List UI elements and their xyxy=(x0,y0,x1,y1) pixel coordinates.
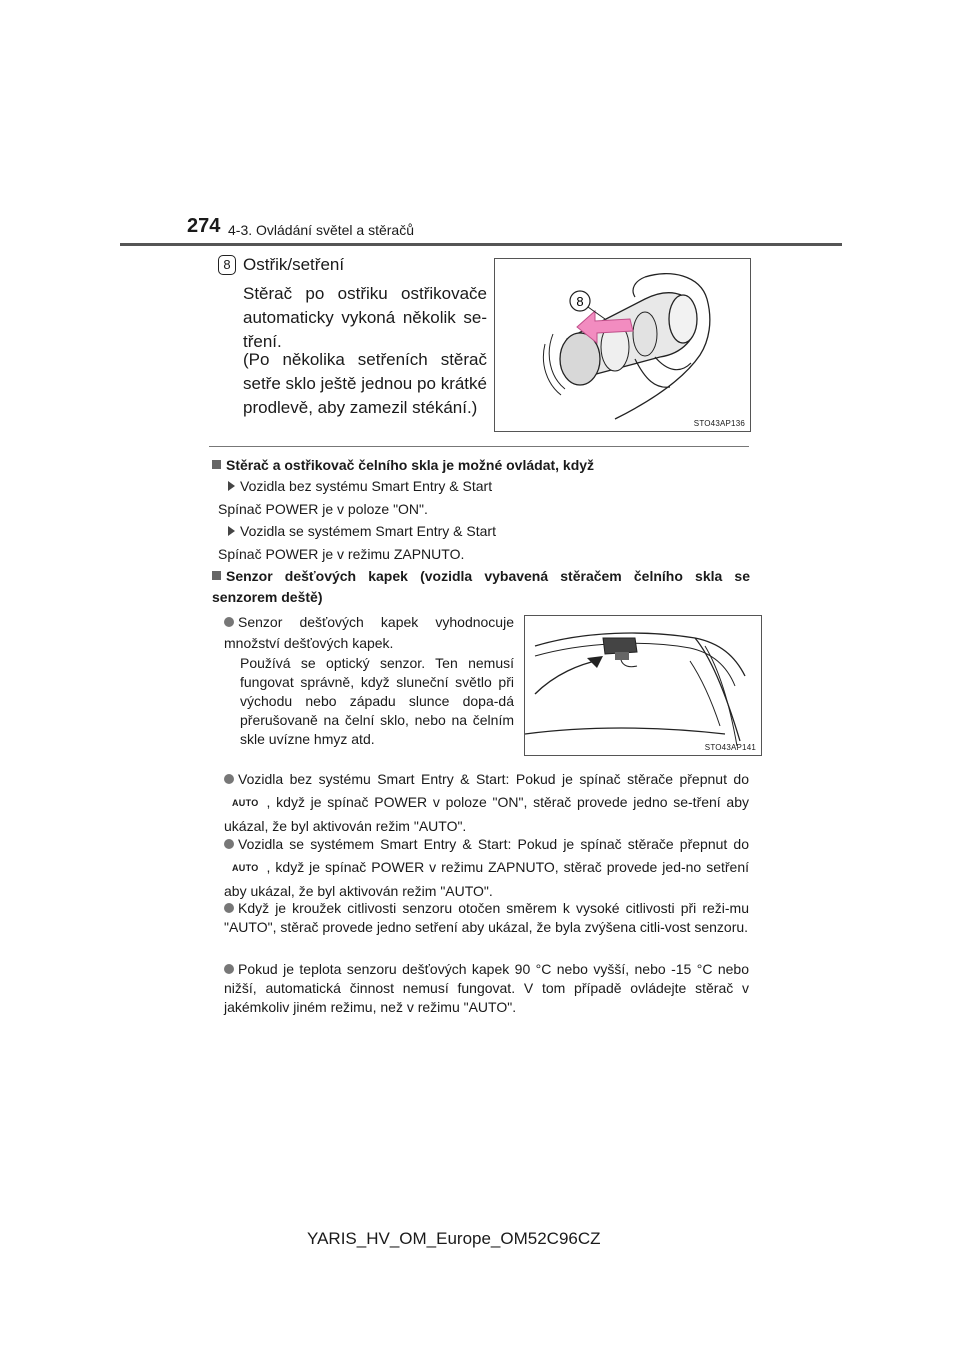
page-number: 274 xyxy=(187,215,221,237)
bullet-subtext: Používá se optický senzor. Ten nemusí fungovat správně, když sluneční světlo při východu nebo západu slunce dopa-dá přerušovaně na čelní sklo, nebo na čelním skle uvízne hmyz atd. xyxy=(240,655,514,747)
windshield-illustration xyxy=(525,616,761,755)
condition-label: Vozidla bez systému Smart Entry & Start xyxy=(228,476,492,497)
item-description: Stěrač po ostřiku ostřikovače automaticky vykoná několik se-tření. xyxy=(243,284,487,351)
header-divider xyxy=(120,243,842,246)
section-divider xyxy=(209,446,749,447)
bullet-item: Vozidla bez systému Smart Entry & Start: Pokud je spínač stěrače přepnut doAUTO , když je spínač POWER v poloze "ON", stěrač provede jedno se-tření aby ukázal, že byl aktivován režim "AUTO". xyxy=(224,771,749,834)
round-bullet-icon xyxy=(224,774,234,784)
bullet-item: Senzor dešťových kapek vyhodnocuje množství dešťových kapek. xyxy=(224,614,514,651)
round-bullet-icon xyxy=(224,964,234,974)
auto-mode-icon: AUTO xyxy=(232,798,259,808)
bullet-item: Když je kroužek citlivosti senzoru otočen směrem k vysoké citlivosti při reži-mu "AUTO", stěrač provede jedno setření aby ukázal, že byla zvýšena citli-vost senzoru. xyxy=(224,900,749,935)
figure-callout: 8 xyxy=(576,294,584,309)
triangle-bullet-icon xyxy=(228,481,235,491)
item-note: (Po několika setřeních stěrač setře sklo ještě jednou po krátké prodlevě, aby zamezil stékání.) xyxy=(243,350,487,417)
section-heading: Stěrač a ostřikovač čelního skla je možné ovládat, když xyxy=(212,455,752,476)
square-bullet-icon xyxy=(212,460,221,469)
bullet-item: Pokud je teplota senzoru dešťových kapek 90 °C nebo vyšší, nebo -15 °C nebo nižší, automatická činnost nemusí fungovat. V tom případě ovládejte stěrač v jakémkoliv jiném režimu, než v režimu "AUTO". xyxy=(224,961,749,1015)
step-badge: 8 xyxy=(218,255,236,275)
wiper-lever-figure xyxy=(494,258,751,432)
round-bullet-icon xyxy=(224,839,234,849)
triangle-bullet-icon xyxy=(228,526,235,536)
wiper-lever-illustration xyxy=(495,259,750,431)
figure-code: STO43AP141 xyxy=(704,743,756,752)
square-bullet-icon xyxy=(212,571,221,580)
section-heading: Senzor dešťových kapek (vozidla vybavená stěračem čelního skla se senzorem deště) xyxy=(212,568,750,605)
section-title: 4-3. Ovládání světel a stěračů xyxy=(228,222,414,238)
item-title: Ostřik/setření xyxy=(243,255,345,274)
condition-text: Spínač POWER je v poloze "ON". xyxy=(218,501,428,517)
auto-mode-icon: AUTO xyxy=(232,863,259,873)
round-bullet-icon xyxy=(224,617,234,627)
document-code: YARIS_HV_OM_Europe_OM52C96CZ xyxy=(307,1229,601,1248)
round-bullet-icon xyxy=(224,903,234,913)
condition-text: Spínač POWER je v režimu ZAPNUTO. xyxy=(218,546,465,562)
bullet-item: Vozidla se systémem Smart Entry & Start: Pokud je spínač stěrače přepnut doAUTO , když je spínač POWER v režimu ZAPNUTO, stěrač provede jed-no setření aby ukázal, že byl aktivován režim "AUTO". xyxy=(224,836,749,899)
rain-sensor-figure xyxy=(524,615,762,756)
condition-label: Vozidla se systémem Smart Entry & Start xyxy=(228,521,496,542)
figure-code: STO43AP136 xyxy=(693,419,745,428)
